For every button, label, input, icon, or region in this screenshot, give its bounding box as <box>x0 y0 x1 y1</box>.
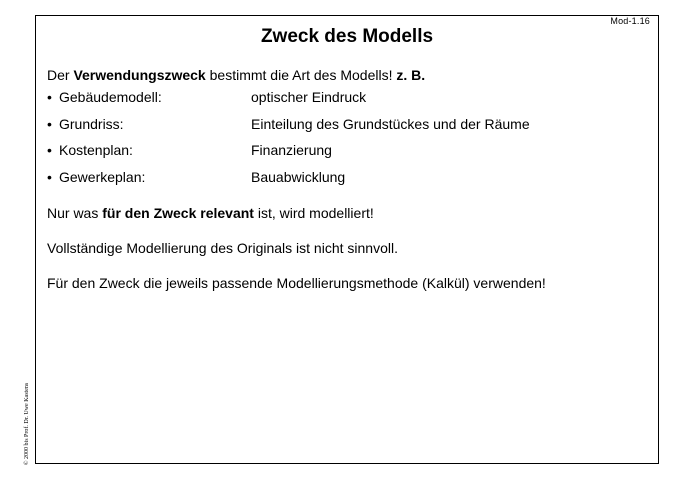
example-term: Gebäudemodell: <box>59 89 162 105</box>
intro-middle: bestimmt die Art des Modells! <box>205 67 397 83</box>
slide-content <box>47 66 647 292</box>
bullet-icon: • <box>47 168 52 185</box>
copyright-note: © 2000 bis Prof. Dr. Uwe Kastens <box>24 382 30 465</box>
bullet-icon: • <box>47 89 52 105</box>
slide-title: Zweck des Modells <box>260 26 434 47</box>
example-description: optischer Eindruck <box>251 89 367 105</box>
intro-prefix: Der <box>47 67 74 83</box>
relevance-prefix: Nur was <box>47 205 103 221</box>
list-item <box>47 115 647 142</box>
intro-suffix: z. B. <box>396 67 426 83</box>
relevance-suffix: ist, wird modelliert! <box>253 205 374 221</box>
method-statement: Für den Zweck die jeweils passende Modellierungsmethode (Kalkül) verwenden! <box>47 275 546 291</box>
relevance-statement <box>47 204 647 222</box>
list-item <box>47 88 647 115</box>
intro-sentence <box>47 66 647 84</box>
example-description: Bauabwicklung <box>251 168 346 185</box>
examples-list <box>47 88 647 194</box>
bullet-icon: • <box>47 115 52 132</box>
example-description: Einteilung des Grundstückes und der Räume <box>251 115 530 132</box>
completeness-statement: Vollständige Modellierung des Originals ist nicht sinnvoll. <box>47 240 398 256</box>
example-term: Gewerkeplan: <box>59 168 146 185</box>
bullet-icon: • <box>47 142 52 158</box>
list-item <box>47 141 647 168</box>
relevance-emphasis: für den Zweck relevant <box>102 205 254 221</box>
example-description: Finanzierung <box>251 142 332 158</box>
list-item <box>47 168 647 195</box>
example-term: Grundriss: <box>59 115 124 132</box>
intro-emphasis: Verwendungszweck <box>73 67 206 83</box>
example-term: Kostenplan: <box>59 142 133 158</box>
slide-id: Mod-1.16 <box>610 16 650 26</box>
